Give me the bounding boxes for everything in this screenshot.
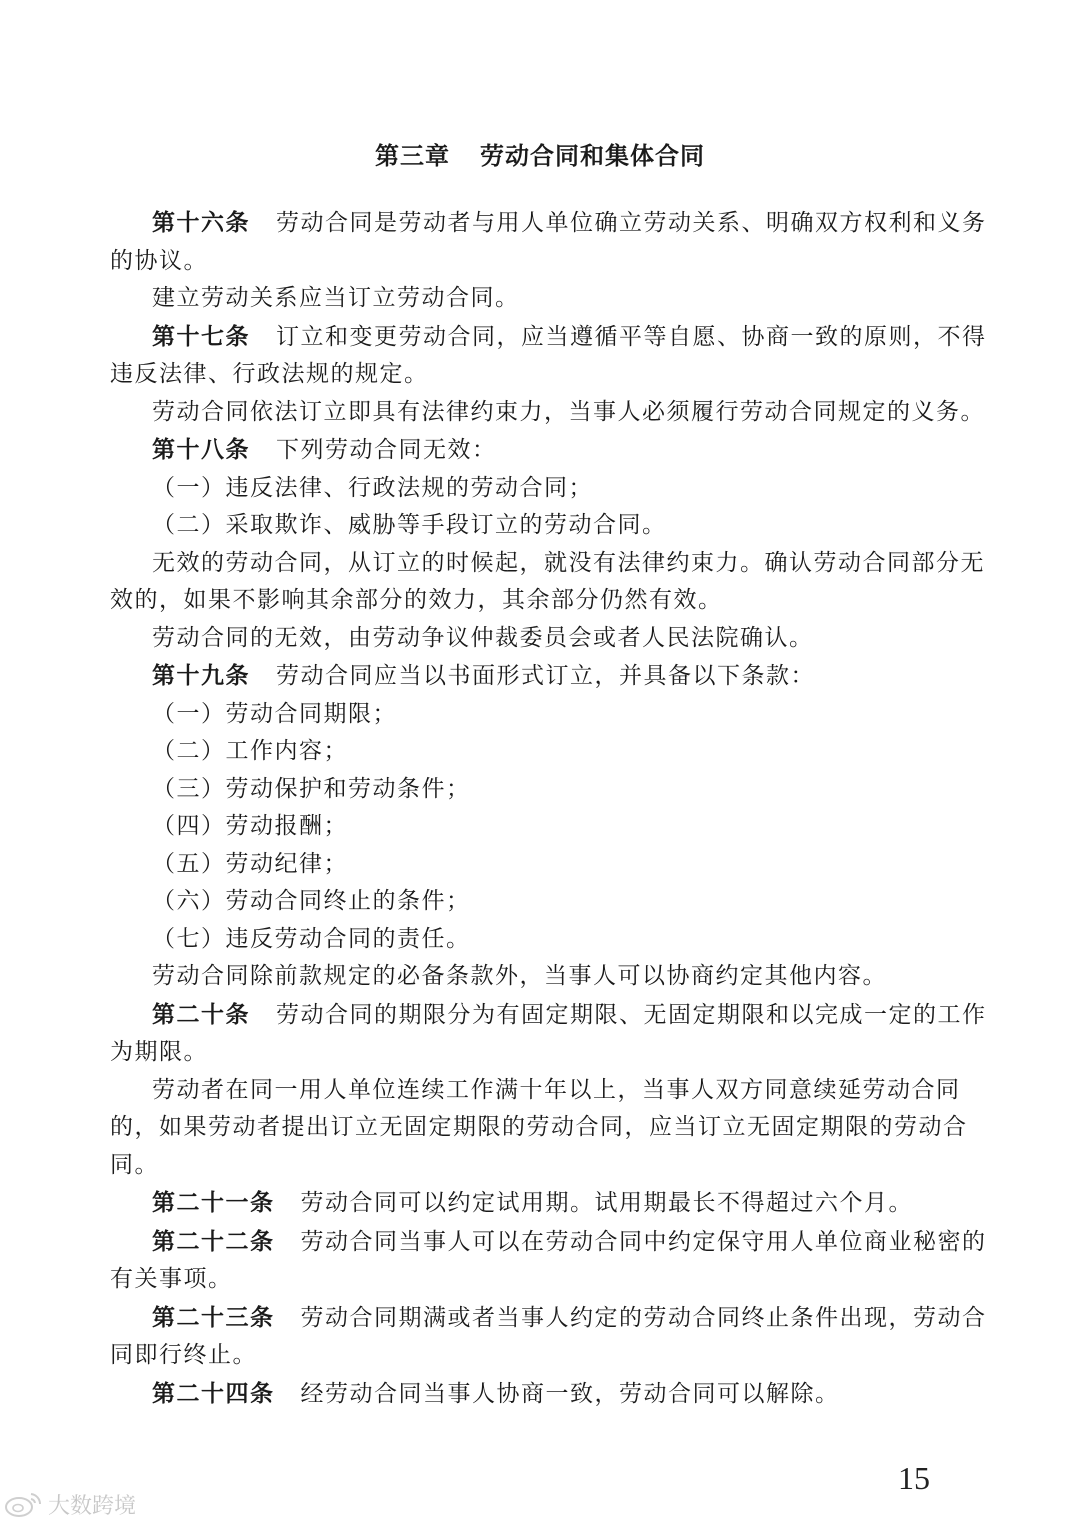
paragraph (110, 921, 990, 959)
paragraph (110, 620, 990, 658)
paragraph (110, 846, 990, 884)
article-number: 第二十一条 (152, 1189, 275, 1216)
paragraph-text: 劳动合同的期限分为有固定期限、无固定期限和以完成一定的工作为期限。 (110, 1001, 987, 1065)
weibo-logo-icon (4, 1490, 44, 1518)
article-paragraph (110, 657, 990, 696)
paragraph-text: 订立和变更劳动合同，应当遵循平等自愿、协商一致的原则，不得违反法律、行政法规的规定。 (110, 323, 987, 387)
chapter-title (0, 136, 1080, 171)
article-paragraph (110, 1223, 990, 1299)
paragraph (110, 470, 990, 508)
article-paragraph (110, 204, 990, 280)
paragraph (110, 883, 990, 921)
watermark-text: 大数跨境 (48, 1493, 137, 1519)
article-number: 第十九条 (152, 662, 250, 689)
paragraph (110, 733, 990, 771)
paragraph-text: （六）劳动合同终止的条件； (152, 888, 471, 914)
chapter-number: 第三章 (375, 141, 450, 170)
paragraph (110, 958, 990, 996)
article-number: 第二十三条 (152, 1303, 275, 1331)
paragraph-text: （五）劳动纪律； (152, 850, 348, 877)
paragraph-text: （四）劳动报酬； (152, 813, 348, 839)
paragraph-text: 下列劳动合同无效： (276, 437, 497, 463)
article-paragraph (110, 1375, 990, 1414)
paragraph (110, 771, 990, 809)
paragraph-text: 劳动者在同一用人单位连续工作满十年以上，当事人双方同意续延劳动合同的，如果劳动者提出订立无固定期限的劳动合同，应当订立无固定期限的劳动合同。 (110, 1076, 968, 1178)
paragraph-text: 建立劳动关系应当订立劳动合同。 (152, 285, 520, 311)
paragraph-text: 经劳动合同当事人协商一致，劳动合同可以解除。 (300, 1380, 840, 1407)
paragraph-text: 劳动合同可以约定试用期。试用期最长不得超过六个月。 (300, 1190, 913, 1216)
paragraph (110, 696, 990, 734)
paragraph (110, 808, 990, 846)
paragraph-text: （三）劳动保护和劳动条件； (152, 775, 471, 802)
paragraph (110, 1072, 990, 1185)
paragraph-text: 劳动合同应当以书面形式订立，并具备以下条款： (276, 663, 815, 689)
paragraph-text: 劳动合同除前款规定的必备条款外，当事人可以协商约定其他内容。 (152, 963, 887, 989)
paragraph-text: （二）工作内容； (152, 738, 348, 764)
article-paragraph (110, 318, 990, 394)
paragraph-text: 劳动合同期满或者当事人约定的劳动合同终止条件出现，劳动合同即行终止。 (110, 1304, 987, 1368)
paragraph-text: 无效的劳动合同，从订立的时候起，就没有法律约束力。确认劳动合同部分无效的，如果不影响其余部分的效力，其余部分仍然有效。 (110, 549, 985, 613)
paragraph-text: （一）劳动合同期限； (152, 700, 397, 727)
article-paragraph (110, 1184, 990, 1223)
article-paragraph (110, 996, 990, 1072)
paragraph (110, 507, 990, 545)
paragraph-text: 劳动合同的无效，由劳动争议仲裁委员会或者人民法院确认。 (152, 624, 814, 651)
article-paragraph (110, 1299, 990, 1375)
article-number: 第十八条 (152, 436, 250, 463)
page-number: 15 (898, 1460, 930, 1496)
paragraph-text: （七）违反劳动合同的责任。 (152, 925, 471, 952)
paragraph-text: 劳动合同当事人可以在劳动合同中约定保守用人单位商业秘密的有关事项。 (110, 1228, 987, 1292)
paragraph-text: 劳动合同是劳动者与用人单位确立劳动关系、明确双方权利和义务的协议。 (110, 210, 987, 274)
paragraph-text: （一）违反法律、行政法规的劳动合同； (152, 474, 593, 501)
article-number: 第十六条 (152, 209, 250, 236)
article-number: 第十七条 (152, 322, 250, 350)
article-number: 第二十二条 (152, 1227, 275, 1255)
article-number: 第二十条 (152, 1000, 250, 1028)
watermark (4, 1487, 136, 1521)
paragraph-text: 劳动合同依法订立即具有法律约束力，当事人必须履行劳动合同规定的义务。 (152, 398, 985, 425)
document-body (110, 204, 990, 1413)
paragraph-text: （二）采取欺诈、威胁等手段订立的劳动合同。 (152, 512, 667, 538)
article-number: 第二十四条 (152, 1379, 275, 1407)
paragraph (110, 280, 990, 318)
chapter-name: 劳动合同和集体合同 (480, 141, 705, 170)
paragraph (110, 394, 990, 432)
paragraph (110, 545, 990, 620)
article-paragraph (110, 431, 990, 470)
